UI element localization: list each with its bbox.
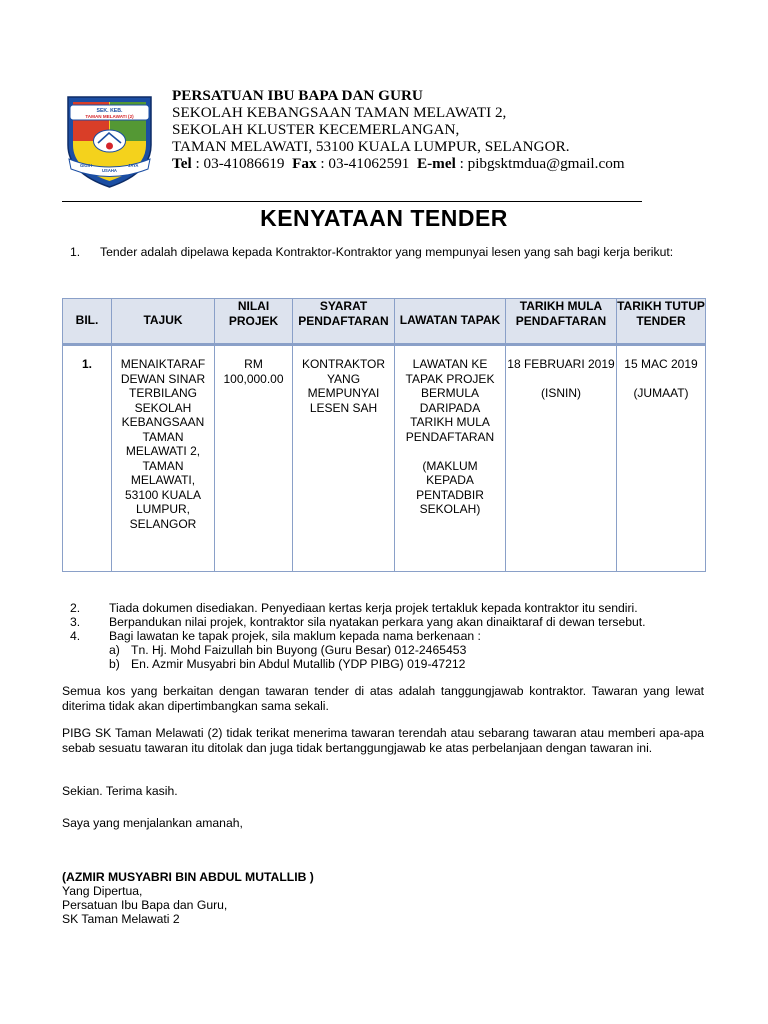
tel-number: : 03-41086619 — [195, 155, 285, 172]
cell-bil: 1. — [63, 345, 112, 572]
col-header-syarat: SYARAT PENDAFTARAN — [293, 299, 395, 345]
note-4-text: Bagi lawatan ke tapak projek, sila maklum kepada nama berkenaan : — [109, 629, 481, 643]
signatory-name: (AZMIR MUSYABRI BIN ABDUL MUTALLIB ) — [62, 870, 314, 884]
tel-label: Tel — [172, 155, 192, 172]
fax-label: Fax — [292, 155, 317, 172]
cell-tajuk: MENAIKTARAF DEWAN SINAR TERBILANG SEKOLAH KEBANGSAAN TAMAN MELAWATI 2, TAMAN MELAWATI, 53100 KUALA LUMPUR, SELANGOR — [112, 345, 215, 572]
letterhead-rule — [62, 201, 642, 202]
letterhead-cluster: SEKOLAH KLUSTER KECEMERLANGAN, — [172, 121, 460, 138]
col-header-bil: BIL. — [63, 299, 112, 345]
col-header-tarikh-tutup: TARIKH TUTUP TENDER — [617, 299, 706, 345]
col-header-tarikh-mula: TARIKH MULA PENDAFTARAN — [506, 299, 617, 345]
table-header-row — [63, 299, 706, 345]
cell-nilai: RM 100,000.00 — [215, 345, 293, 572]
closing-text: Sekian. Terima kasih. — [62, 784, 178, 798]
signatory-org: Persatuan Ibu Bapa dan Guru, — [62, 898, 228, 912]
letterhead-school: SEKOLAH KEBANGSAAN TAMAN MELAWATI 2, — [172, 104, 507, 121]
note-4-number: 4. — [70, 629, 81, 643]
svg-text:TAMAN MELAWATI (2): TAMAN MELAWATI (2) — [85, 114, 134, 119]
school-crest-logo — [62, 93, 157, 189]
letterhead-contact — [172, 155, 625, 172]
svg-text:JAYA: JAYA — [128, 163, 139, 168]
contact-b-label: b) — [109, 657, 120, 671]
contact-a-label: a) — [109, 643, 120, 657]
cell-syarat: KONTRAKTOR YANG MEMPUNYAI LESEN SAH — [293, 345, 395, 572]
cell-lawatan: LAWATAN KE TAPAK PROJEK BERMULA DARIPADA TARIKH MULA PENDAFTARAN (MAKLUM KEPADA PENTADBIR SEKOLAH) — [395, 345, 506, 572]
signatory-school: SK Taman Melawati 2 — [62, 912, 180, 926]
svg-text:USAHA: USAHA — [102, 168, 117, 173]
fax-number: : 03-41062591 — [320, 155, 410, 172]
note-2-text: Tiada dokumen disediakan. Penyediaan kertas kerja projek tertakluk kepada kontraktor itu sendiri. — [109, 601, 638, 615]
table-row — [63, 345, 706, 572]
contact-a-text: Tn. Hj. Mohd Faizullah bin Buyong (Guru Besar) 012-2465453 — [131, 643, 467, 657]
tender-table — [62, 298, 706, 572]
letterhead-address: TAMAN MELAWATI, 53100 KUALA LUMPUR, SELANGOR. — [172, 138, 570, 155]
contact-b-text: En. Azmir Musyabri bin Abdul Mutallib (YDP PIBG) 019-47212 — [131, 657, 466, 671]
col-header-nilai: NILAI PROJEK — [215, 299, 293, 345]
note-2-number: 2. — [70, 601, 81, 615]
para1-text: Tender adalah dipelawa kepada Kontraktor-Kontraktor yang mempunyai lesen yang sah bagi kerja berikut: — [100, 245, 674, 259]
document-title: KENYATAAN TENDER — [260, 205, 508, 231]
letterhead-org: PERSATUAN IBU BAPA DAN GURU — [172, 87, 423, 104]
col-header-tajuk: TAJUK — [112, 299, 215, 345]
email-label: E-mel — [416, 155, 456, 172]
costs-paragraph: Semua kos yang berkaitan dengan tawaran tender di atas adalah tanggungjawab kontraktor. Tawaran yang lewat diterima tidak akan dipertimbangkan sama sekali. — [62, 684, 704, 713]
email-address: : pibgsktmdua@gmail.com — [459, 155, 625, 172]
trust-text: Saya yang menjalankan amanah, — [62, 816, 243, 830]
svg-text:GIGIH: GIGIH — [80, 163, 92, 168]
cell-tarikh-mula: 18 FEBRUARI 2019 (ISNIN) — [506, 345, 617, 572]
pibg-paragraph: PIBG SK Taman Melawati (2) tidak terikat menerima tawaran terendah atau sebarang tawaran atau memberi apa-apa sebab sesuatu tawaran itu ditolak dan juga tidak bertanggungjawab ke atas perbelanjaan dengan tawaran ini. — [62, 726, 704, 755]
note-3-text: Berpandukan nilai projek, kontraktor sila nyatakan perkara yang akan dinaiktaraf di dewan tersebut. — [109, 615, 646, 629]
note-3-number: 3. — [70, 615, 81, 629]
svg-text:SEK. KEB.: SEK. KEB. — [96, 108, 123, 114]
cell-tarikh-tutup: 15 MAC 2019 (JUMAAT) — [617, 345, 706, 572]
col-header-lawatan: LAWATAN TAPAK — [395, 299, 506, 345]
para1-number: 1. — [70, 245, 81, 259]
signatory-role: Yang Dipertua, — [62, 884, 143, 898]
